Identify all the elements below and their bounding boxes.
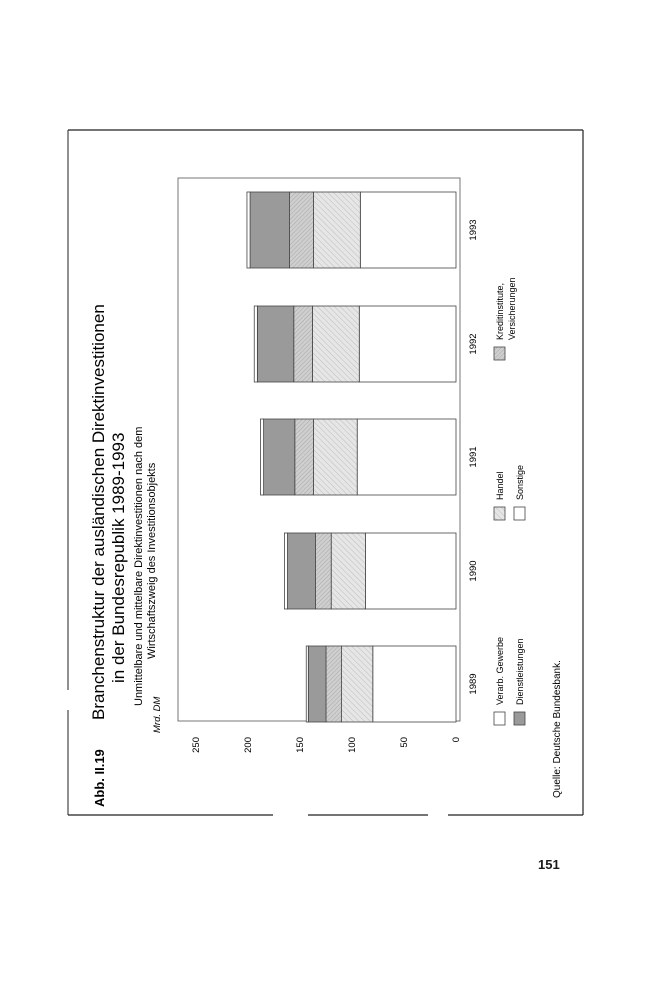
figure-title-line2: in der Bundesrepublik 1989-1993 — [109, 432, 128, 683]
figure-subtitle-line2: Wirtschaftszweig des Investitionsobjekts — [146, 462, 158, 659]
legend-swatch — [494, 347, 505, 360]
bar-1991-seg-3 — [264, 419, 295, 495]
bar-1989-seg-0 — [373, 646, 456, 722]
bars — [247, 192, 456, 722]
x-tick-label: 1993 — [468, 219, 479, 241]
bar-1993-seg-0 — [360, 192, 456, 268]
y-axis-label: Mrd. DM — [152, 696, 163, 733]
bar-1989-seg-4 — [306, 646, 308, 722]
bar-1990-seg-2 — [316, 533, 332, 609]
legend-label-line2: Versicherungen — [507, 277, 517, 340]
bar-1989-seg-2 — [326, 646, 342, 722]
bar-1989-seg-3 — [308, 646, 326, 722]
legend-swatch — [514, 507, 525, 520]
bar-1992-seg-0 — [359, 306, 456, 382]
bar-1991-seg-1 — [314, 419, 358, 495]
y-tick-label: 50 — [399, 737, 410, 748]
bar-1990-seg-3 — [288, 533, 316, 609]
figure-subtitle-line1: Unmittelbare und mittelbare Direktinvestitionen nach dem — [133, 426, 145, 706]
legend-swatch — [514, 712, 525, 725]
legend-label: Kreditinstitute, — [495, 282, 505, 340]
bar-1993-seg-1 — [314, 192, 361, 268]
legend — [494, 277, 525, 725]
legend-label: Dienstleistungen — [515, 638, 525, 705]
bar-1989-seg-1 — [342, 646, 373, 722]
y-tick-label: 200 — [243, 737, 254, 753]
y-tick-label: 250 — [191, 737, 202, 753]
bar-1993-seg-3 — [250, 192, 290, 268]
bar-1990-seg-0 — [366, 533, 456, 609]
x-tick-label: 1989 — [468, 673, 479, 695]
legend-label: Handel — [495, 471, 505, 500]
x-tick-label: 1991 — [468, 446, 479, 468]
page-number: 151 — [538, 857, 560, 872]
bar-1993-seg-2 — [290, 192, 314, 268]
source-note: Quelle: Deutsche Bundesbank. — [552, 660, 563, 798]
y-tick-label: 150 — [295, 737, 306, 753]
bar-1991-seg-2 — [295, 419, 314, 495]
y-tick-label: 0 — [451, 737, 462, 743]
bar-1992-seg-3 — [257, 306, 293, 382]
legend-swatch — [494, 507, 505, 520]
legend-label: Verarb. Gewerbe — [495, 636, 505, 705]
y-axis-ticks — [191, 737, 462, 753]
figure-label: Abb. II.19 — [92, 749, 107, 807]
legend-label: Sonstige — [515, 464, 525, 500]
bar-1993-seg-4 — [247, 192, 250, 268]
bar-1991-seg-0 — [357, 419, 456, 495]
bar-1990-seg-1 — [331, 533, 365, 609]
x-axis-ticks — [468, 219, 479, 694]
y-tick-label: 100 — [347, 737, 358, 753]
bar-1991-seg-4 — [260, 419, 263, 495]
bar-1992-seg-2 — [294, 306, 313, 382]
x-tick-label: 1992 — [468, 333, 479, 355]
legend-swatch — [494, 712, 505, 725]
bar-1990-seg-4 — [284, 533, 287, 609]
bar-1992-seg-1 — [312, 306, 359, 382]
x-tick-label: 1990 — [468, 560, 479, 582]
figure-title-line1: Branchenstruktur der ausländischen Direktinvestitionen — [89, 304, 108, 720]
rotated-figure — [89, 178, 563, 807]
bar-1992-seg-4 — [254, 306, 257, 382]
